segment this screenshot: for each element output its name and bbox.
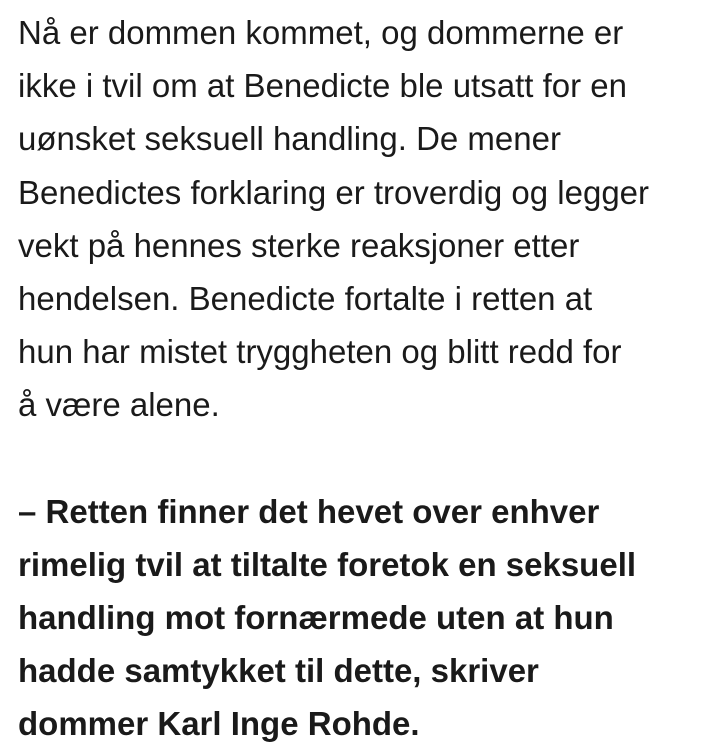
quote-line: handling mot fornærmede uten at hun (18, 599, 614, 637)
quote-line: hadde samtykket til dette, skriver (18, 652, 539, 690)
paragraph-line: hendelsen. Benedicte fortalte i retten at (18, 280, 593, 318)
paragraph-line: å være alene. (18, 386, 220, 424)
article-paragraph (18, 6, 718, 432)
article-body (18, 6, 718, 751)
paragraph-line: uønsket seksuell handling. De mener (18, 120, 561, 158)
paragraph-line: Benedictes forklaring er troverdig og legger (18, 173, 650, 211)
paragraph-line: vekt på hennes sterke reaksjoner etter (18, 226, 580, 264)
paragraph-line: Nå er dommen kommet, og dommerne er (18, 14, 624, 51)
article-quote-paragraph (18, 485, 718, 751)
paragraph-line: hun har mistet tryggheten og blitt redd for (18, 333, 622, 371)
quote-line: dommer Karl Inge Rohde. (18, 705, 420, 743)
paragraph-line: ikke i tvil om at Benedicte ble utsatt for en (18, 67, 627, 105)
quote-line: rimelig tvil at tiltalte foretok en seksuell (18, 545, 637, 583)
quote-line: – Retten finner det hevet over enhver (18, 492, 600, 530)
